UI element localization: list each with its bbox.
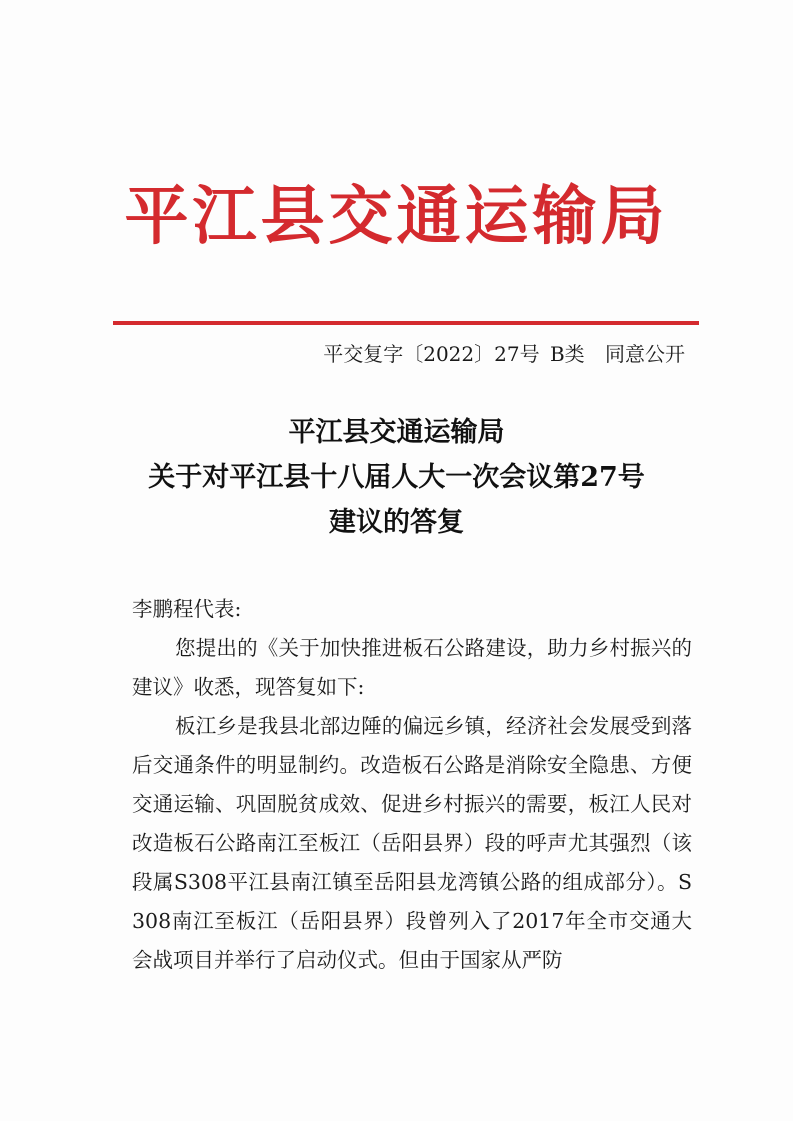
disclosure-status: 同意公开 xyxy=(605,342,685,366)
letterhead-title: 平江县交通运输局 xyxy=(124,179,669,254)
document-title xyxy=(90,410,703,545)
document-title-line-2: 关于对平江县十八届人大一次会议第27号 xyxy=(148,462,645,493)
document-code: 平交复字〔2022〕27号 xyxy=(323,342,540,366)
document-body xyxy=(132,590,692,980)
letterhead-divider xyxy=(113,321,699,325)
document-title-line-3: 建议的答复 xyxy=(329,507,464,538)
salutation: 李鹏程代表: xyxy=(132,597,242,621)
paragraph-1: 您提出的《关于加快推进板石公路建设，助力乡村振兴的建议》收悉，现答复如下: xyxy=(132,636,692,699)
paragraph-2: 板江乡是我县北部边陲的偏远乡镇，经济社会发展受到落后交通条件的明显制约。改造板石公路是消除安全隐患、方便交通运输、巩固脱贫成效、促进乡村振兴的需要，板江人民对改造板石公路南江至板江（岳阳县界）段的呼声尤其强烈（该段属S308平江县南江镇至岳阳县龙湾镇公路的组成部分）。S308南江至板江（岳阳县界）段曾列入了2017年全市交通大会战项目并举行了启动仪式。但由于国家从严防 xyxy=(132,714,692,972)
document-number-line xyxy=(319,338,685,367)
document-category: B类 xyxy=(549,342,585,366)
document-title-line-1: 平江县交通运输局 xyxy=(288,417,505,448)
